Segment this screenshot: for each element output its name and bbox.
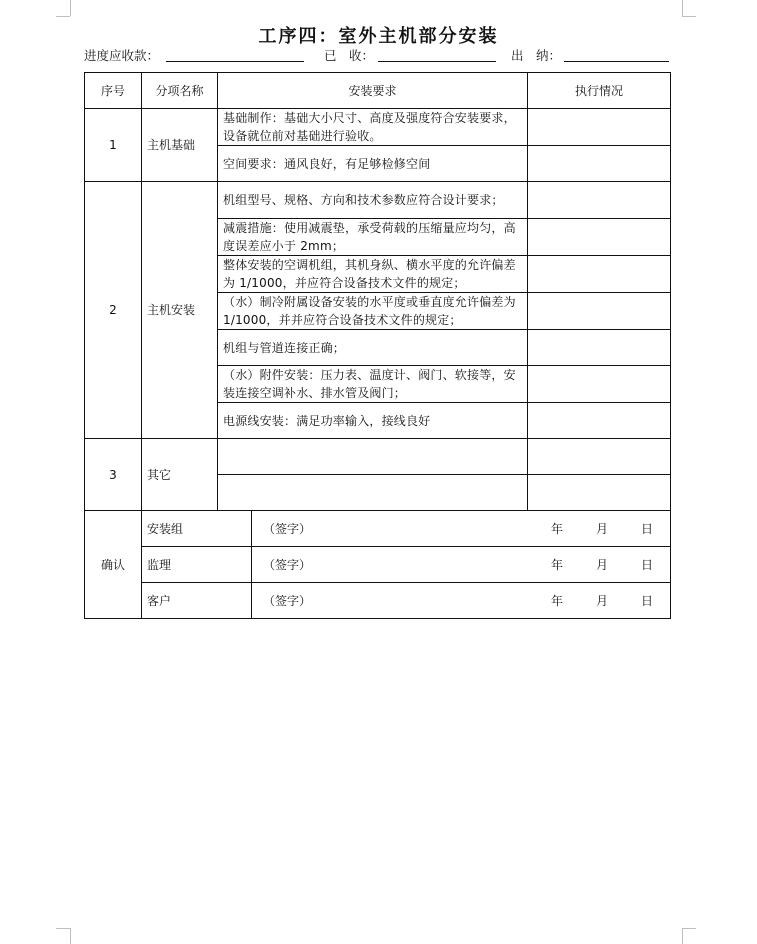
date-day: 日: [641, 521, 654, 536]
signer-role: 监理: [142, 547, 252, 583]
requirement-text: 机组与管道连接正确；: [218, 330, 528, 366]
group-number: 3: [85, 439, 142, 511]
received-field[interactable]: [378, 61, 496, 62]
group-name: 主机基础: [142, 109, 218, 182]
page-corner-mark: [682, 0, 683, 16]
progress-payment-field[interactable]: [166, 61, 304, 62]
requirement-text[interactable]: [218, 439, 528, 475]
requirement-text: 减震措施：使用减震垫，承受荷载的压缩量应均匀，高度误差应小于 2mm；: [218, 219, 528, 256]
execution-cell[interactable]: [528, 219, 671, 256]
date-month: 月: [596, 557, 609, 572]
header-no: 序号: [85, 73, 142, 109]
signature-placeholder: （签字）: [263, 593, 312, 608]
date-month: 月: [596, 521, 609, 536]
signature-cell[interactable]: [252, 583, 671, 619]
signature-placeholder: （签字）: [263, 557, 312, 572]
requirement-text: 机组型号、规格、方向和技术参数应符合设计要求；: [218, 182, 528, 219]
execution-cell[interactable]: [528, 403, 671, 439]
group-name: 主机安装: [142, 182, 218, 439]
installation-checklist-table: [84, 72, 671, 619]
confirm-label: 确认: [85, 511, 142, 619]
requirement-text: 电源线安装：满足功率输入，接线良好: [218, 403, 528, 439]
date-year: 年: [551, 521, 564, 536]
date-year: 年: [551, 593, 564, 608]
table-row: [85, 109, 671, 146]
progress-payment-label: 进度应收款：: [84, 48, 160, 63]
requirement-text: 空间要求：通风良好，有足够检修空间: [218, 146, 528, 182]
page-corner-mark: [70, 0, 71, 16]
date-year: 年: [551, 557, 564, 572]
signer-role: 安装组: [142, 511, 252, 547]
execution-cell[interactable]: [528, 182, 671, 219]
table-row: [85, 439, 671, 475]
page-corner-mark: [682, 928, 683, 944]
cashier-label: 出 纳：: [511, 48, 562, 63]
group-number: 2: [85, 182, 142, 439]
requirement-text[interactable]: [218, 475, 528, 511]
signature-cell[interactable]: [252, 547, 671, 583]
confirm-row: [85, 547, 671, 583]
header-item-name: 分项名称: [142, 73, 218, 109]
date-day: 日: [641, 557, 654, 572]
page-corner-mark: [682, 16, 696, 17]
signature-placeholder: （签字）: [263, 521, 312, 536]
page-corner-mark: [682, 928, 696, 929]
page-title: 工序四：室外主机部分安装: [258, 26, 499, 47]
requirement-text: （水）制冷附属设备安装的水平度或垂直度允许偏差为 1/1000，并并应符合设备技术文件的规定；: [218, 293, 528, 330]
confirm-row: [85, 511, 671, 547]
page-corner-mark: [56, 928, 70, 929]
table-header-row: [85, 73, 671, 109]
date-month: 月: [596, 593, 609, 608]
page-corner-mark: [56, 16, 70, 17]
cashier-field[interactable]: [564, 61, 669, 62]
execution-cell[interactable]: [528, 293, 671, 330]
page-corner-mark: [70, 928, 71, 944]
execution-cell[interactable]: [528, 109, 671, 146]
execution-cell[interactable]: [528, 475, 671, 511]
signature-cell[interactable]: [252, 511, 671, 547]
received-label: 已 收：: [324, 48, 375, 63]
execution-cell[interactable]: [528, 146, 671, 182]
requirement-text: 基础制作：基础大小尺寸、高度及强度符合安装要求，设备就位前对基础进行验收。: [218, 109, 528, 146]
execution-cell[interactable]: [528, 439, 671, 475]
requirement-text: （水）附件安装：压力表、温度计、阀门、软接等，安装连接空调补水、排水管及阀门；: [218, 366, 528, 403]
header-requirements: 安装要求: [218, 73, 528, 109]
payment-info-row: [84, 46, 669, 64]
confirm-row: [85, 583, 671, 619]
execution-cell[interactable]: [528, 256, 671, 293]
requirement-text: 整体安装的空调机组，其机身纵、横水平度的允许偏差为 1/1000，并应符合设备技术文件的规定；: [218, 256, 528, 293]
execution-cell[interactable]: [528, 330, 671, 366]
execution-cell[interactable]: [528, 366, 671, 403]
group-number: 1: [85, 109, 142, 182]
table-row: [85, 182, 671, 219]
group-name: 其它: [142, 439, 218, 511]
signer-role: 客户: [142, 583, 252, 619]
date-day: 日: [641, 593, 654, 608]
header-execution: 执行情况: [528, 73, 671, 109]
